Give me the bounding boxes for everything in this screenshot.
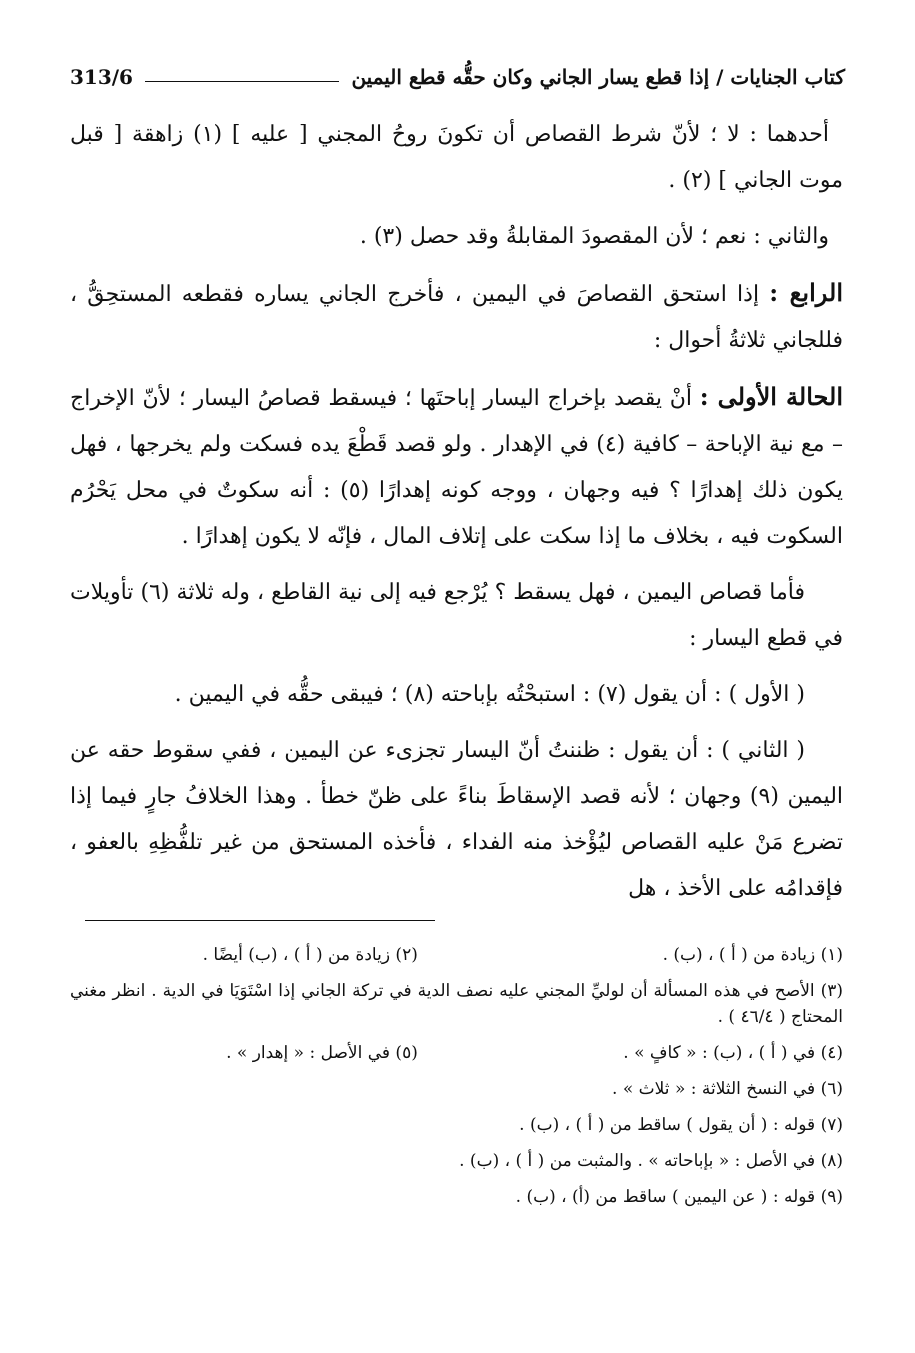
paragraph-first-view: أحدهما : لا ؛ لأنّ شرط القصاص أن تكونَ روحُ المجني [ عليه ] (١) زاهقة [ قبل موت الجاني ] (٢) .	[70, 122, 843, 193]
footnote-5: (٥) في الأصل : « إهدار » .	[226, 1043, 418, 1063]
footnote-9: (٩) قوله : ( عن اليمين ) ساقط من (أ) ، (ب) .	[515, 1187, 843, 1207]
footnote-8: (٨) في الأصل : « بإباحاته » . والمثبت من ( أ ) ، (ب) .	[459, 1151, 843, 1171]
footnote-separator	[85, 920, 435, 921]
paragraph-second-view: والثاني : نعم ؛ لأن المقصودَ المقابلةُ وقد حصل (٣) .	[359, 224, 829, 249]
paragraph-lead: الحالة الأولى :	[699, 382, 844, 411]
footnote-3: (٣) الأصح في هذه المسألة أن لوليِّ المجني عليه نصف الدية في تركة الجاني إذا اسْتَوَيَا في الدية . انظر مغني المحتاج ( ٤٦/٤ ) .	[70, 981, 843, 1027]
footnote-row	[70, 942, 843, 968]
paragraph-right-hand-retaliation: فأما قصاص اليمين ، فهل يسقط ؟ يُرْجع فيه إلى نية القاطع ، وله ثلاثة (٦) تأويلات في قطع اليسار :	[70, 580, 843, 651]
footnote-6: (٦) في النسخ الثلاثة : « ثلاث » .	[612, 1079, 843, 1099]
footnote-4: (٤) في ( أ ) ، (ب) : « كافٍ » .	[623, 1043, 843, 1063]
running-title: كتاب الجنايات / إذا قطع يسار الجاني وكان حقُّه قطع اليمين	[351, 65, 845, 89]
header-rule	[145, 81, 339, 82]
footnote-7: (٧) قوله : ( أن يقول ) ساقط من ( أ ) ، (ب) .	[519, 1115, 843, 1135]
paragraph-first-interpretation: ( الأول ) : أن يقول (٧) : استبحْتُه بإباحته (٨) ؛ فيبقى حقُّه في اليمين .	[174, 682, 805, 707]
footnote-row	[70, 1040, 843, 1066]
footnotes	[70, 942, 843, 1220]
footnote-1: (١) زيادة من ( أ ) ، (ب) .	[662, 945, 843, 965]
footnote-2: (٢) زيادة من ( أ ) ، (ب) أيضًا .	[202, 945, 418, 965]
paragraph-lead: الرابع :	[769, 278, 843, 307]
page-number: 313/6	[70, 65, 133, 89]
paragraph-fourth-issue: الرابع : إذا استحق القصاصَ في اليمين ، فأخرج الجاني يساره فقطعه المستحِقُّ ، فللجاني ثلاثةُ أحوال :	[70, 278, 843, 353]
paragraph-first-state: الحالة الأولى : أنْ يقصد بإخراج اليسار إباحتَها ؛ فيسقط قصاصُ اليسار ؛ لأنّ الإخراج – مع نية الإباحة – كافية (٤) في الإهدار . ولو قصد قَطْعَ يده فسكت ولم يخرجها ، فهل يكون ذلك إهدارًا ؟ فيه وجهان ، ووجه كونه إهدارًا (٥) : أنه سكوتٌ في محل يَحْرُم السكوت فيه ، بخلاف ما إذا سكت على إتلاف المال ، فإنّه لا يكون إهدارًا .	[70, 382, 844, 549]
paragraph-second-interpretation: ( الثاني ) : أن يقول : ظننتُ أنّ اليسار تجزىء عن اليمين ، ففي سقوط حقه عن اليمين (٩) وجهان ؛ لأنه قصد الإسقاطَ بناءً على ظنّ خطأ . وهذا الخلافُ جارٍ فيما إذا تضرع مَنْ عليه القصاص ليُؤْخذ منه الفداء ، فأخذه المستحق من غير تلفُّظِهِ بالعفو ، فإقدامُه على الأخذ ، هل	[70, 738, 844, 901]
main-text	[70, 112, 843, 922]
running-header	[70, 57, 845, 97]
